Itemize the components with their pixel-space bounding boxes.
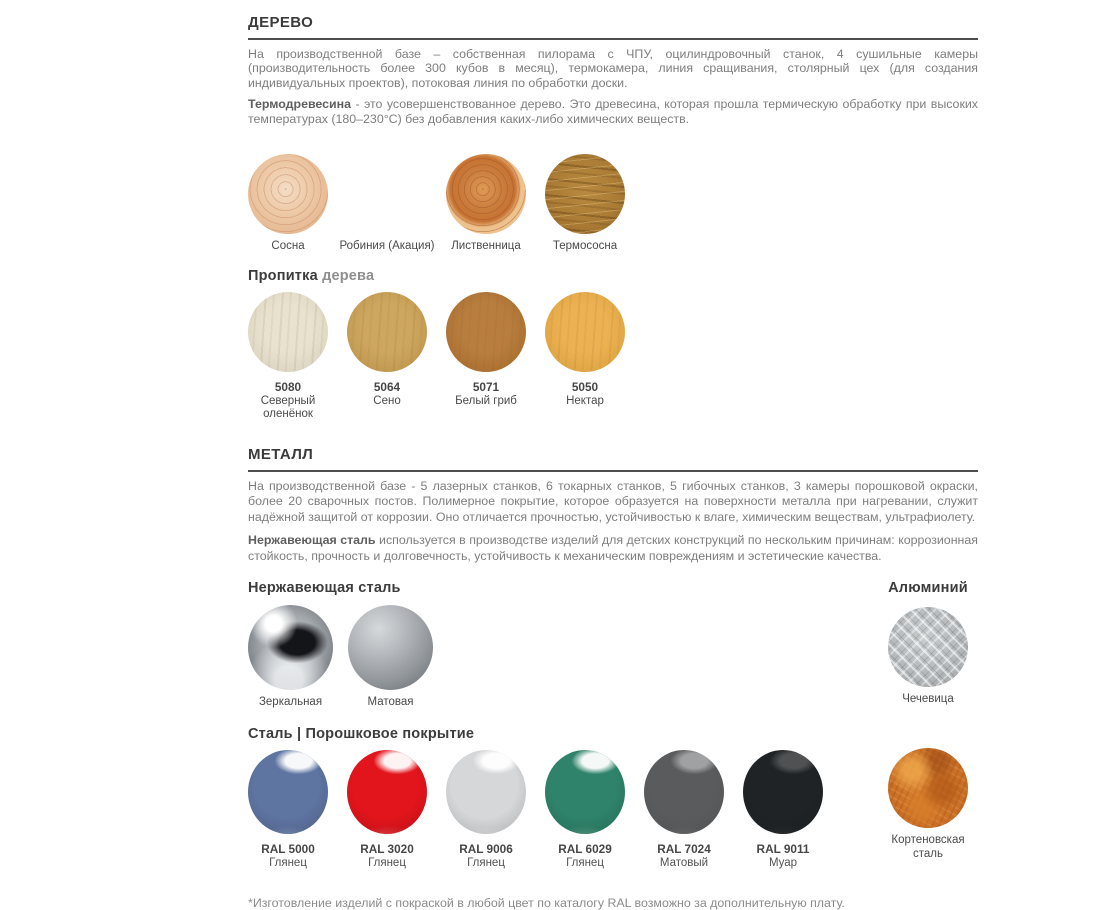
ral-swatch-3020	[347, 750, 427, 869]
ral-row	[248, 750, 823, 869]
ral-code: RAL 6029	[558, 841, 612, 856]
coating-corten-zone	[248, 726, 978, 869]
ral-finish: Глянец	[269, 856, 307, 869]
wood-swatch-pine	[248, 154, 328, 254]
stainless-group	[248, 580, 433, 710]
impregnation-swatch-5050	[545, 292, 625, 422]
aluminum-plate-image	[888, 607, 968, 687]
aluminum-heading: Алюминий	[888, 580, 968, 597]
impregnation-heading	[248, 268, 978, 284]
robinia-slice-image	[347, 154, 427, 234]
wood-section-title: ДЕРЕВО	[248, 12, 978, 40]
swatch-label: Сосна	[271, 239, 305, 252]
thermowood-lead: Термодревесина	[248, 97, 352, 112]
ral-ball	[446, 750, 526, 834]
thermopine-image	[545, 154, 625, 234]
ral-ball	[347, 750, 427, 834]
ral-swatch-6029	[545, 750, 625, 869]
ral-ball	[644, 750, 724, 834]
stainless-aluminum-zone	[248, 580, 978, 710]
ral-code: RAL 7024	[657, 841, 711, 856]
ral-ball	[545, 750, 625, 834]
color-swatch-circle	[248, 292, 328, 372]
stainless-paragraph	[248, 533, 978, 565]
swatch-label: Зеркальная	[258, 696, 323, 709]
wood-intro-paragraph	[248, 47, 978, 90]
swatch-code: 5064	[373, 379, 401, 394]
metal-section-title: МЕТАЛЛ	[248, 444, 978, 472]
ral-code: RAL 9011	[756, 841, 810, 856]
ral-swatch-9011	[743, 750, 823, 869]
metal-intro-text: На производственной базе - 5 лазерных станков, 6 токарных станков, 5 гибочных станков, 3 камеры порошковой окраски, более 20 сварочных постов. Полимерное покрытие, которое образуется на поверхности металла при нагревании, служит надёжной защитой от коррозии. Оно отличается прочностью, устойчивостью к влаге, химическим веществам, ультрафиолету.	[248, 478, 978, 525]
color-swatch-circle	[347, 292, 427, 372]
coating-group	[248, 726, 823, 869]
ral-finish: Глянец	[368, 856, 406, 869]
ral-code: RAL 9006	[459, 841, 513, 856]
swatch-label: Чечевица	[902, 693, 954, 706]
swatch-label	[891, 834, 964, 861]
swatch-code: 5050	[571, 379, 599, 394]
stainless-text: используется в производстве изделий для детских конструкций по нескольким причинам: коррозионная стойкость, прочность и долговечность, устойчивость к механическим повреждениям и эстетические качества.	[248, 532, 978, 563]
ral-footnote: *Изготовление изделий с покраской в любой цвет по каталогу RAL возможно за дополнительную плату.	[248, 895, 845, 910]
ral-finish: Муар	[768, 856, 798, 869]
swatch-code: 5080	[274, 379, 302, 394]
impregnation-swatch-5064	[347, 292, 427, 422]
ral-finish: Матовый	[659, 856, 709, 869]
ral-code: RAL 3020	[360, 841, 414, 856]
stainless-swatch-matte	[348, 605, 433, 710]
wood-swatch-robinia	[339, 154, 435, 254]
ral-swatch-9006	[446, 750, 526, 869]
thermowood-paragraph	[248, 97, 978, 126]
pine-slice-image	[248, 154, 328, 234]
ral-swatch-5000	[248, 750, 328, 869]
color-swatch-circle	[545, 292, 625, 372]
ral-ball	[743, 750, 823, 834]
ral-ball	[248, 750, 328, 834]
swatch-label: Матовая	[367, 696, 414, 709]
stainless-row	[248, 605, 433, 710]
swatch-label: Термососна	[552, 239, 618, 252]
color-swatch-circle	[446, 292, 526, 372]
swatch-label: Робиния (Акация)	[339, 239, 435, 252]
ral-swatch-7024	[644, 750, 724, 869]
coating-heading: Сталь | Порошковое покрытие	[248, 725, 475, 742]
aluminum-group	[878, 580, 978, 707]
stainless-lead: Нержавеющая сталь	[248, 532, 376, 547]
swatch-name: Нектар	[566, 394, 604, 407]
impregnation-swatch-5071	[446, 292, 526, 422]
swatch-code: 5071	[472, 379, 500, 394]
impregnation-heading-main: Пропитка	[248, 267, 318, 284]
larch-slice-image	[446, 154, 526, 234]
swatch-name: Сено	[373, 394, 401, 407]
mirror-sphere-image	[248, 605, 333, 690]
ral-code: RAL 5000	[261, 841, 315, 856]
swatch-label: Лиственница	[451, 239, 521, 252]
swatch-name: Белый гриб	[455, 394, 517, 407]
stainless-heading: Нержавеющая сталь	[248, 580, 401, 597]
wood-swatch-larch	[446, 154, 526, 254]
impregnation-row	[248, 292, 978, 422]
ral-finish: Глянец	[566, 856, 604, 869]
stainless-swatch-mirror	[248, 605, 333, 710]
wood-swatch-thermopine	[545, 154, 625, 254]
matte-sphere-image	[348, 605, 433, 690]
wood-section	[248, 12, 978, 422]
wood-species-row	[248, 154, 978, 254]
thermowood-text: - это усовершенствованное дерево. Это древесина, которая прошла термическую обработку при высоких температурах (180–230°С) без добавления каких-либо химических веществ.	[248, 97, 978, 126]
corten-label-line1: Кортеновская	[891, 833, 965, 846]
impregnation-swatch-5080	[248, 292, 328, 422]
corten-label-line2: сталь	[913, 847, 943, 860]
ral-finish: Глянец	[467, 856, 505, 869]
corten-group	[878, 726, 978, 861]
wood-intro-text: На производственной базе – собственная пилорама с ЧПУ, оцилиндровочный станок, 4 сушильные камеры (производительность более 300 кубов в месяц), термокамера, линия сращивания, столярный цех (для создания индивидуальных проектов), потоковая линия по обработки доски.	[248, 47, 978, 90]
metal-intro-paragraph	[248, 479, 978, 526]
impregnation-heading-sub: дерева	[317, 267, 375, 284]
swatch-name: Северный оленёнок	[260, 394, 316, 421]
corten-steel-image	[888, 748, 968, 828]
metal-section	[248, 444, 978, 910]
